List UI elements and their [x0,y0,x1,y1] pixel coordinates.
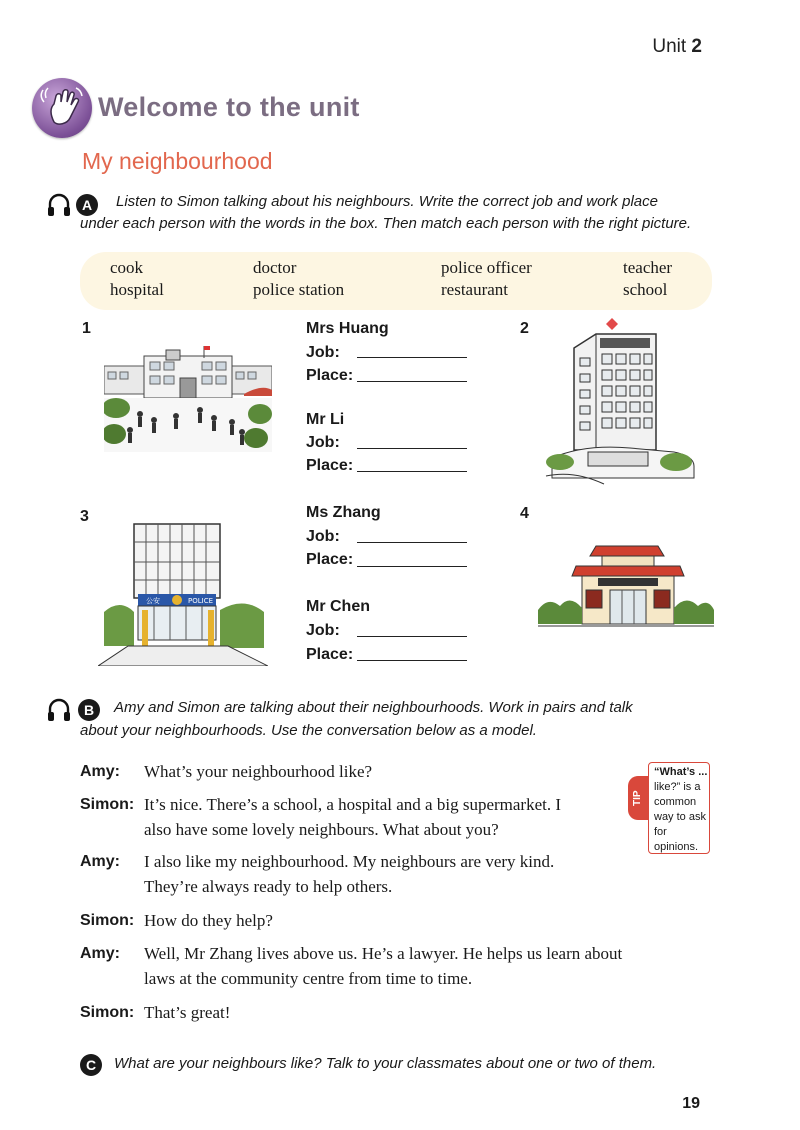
place-answer-line[interactable] [357,660,467,661]
place-answer-line[interactable] [357,566,467,567]
conversation-line: How do they help? [144,911,273,930]
conversation-line: laws at the community centre from time to time. [144,969,473,988]
conversation-line: They’re always ready to help others. [144,877,393,896]
speaker-simon: Simon: [80,796,135,813]
word-teacher: teacher [623,258,673,277]
unit-label [652,36,702,58]
welcome-title: Welcome to the unit [98,92,360,122]
restaurant-illustration [538,538,714,637]
job-label: Job: [306,434,340,451]
section-title: My neighbourhood [82,148,273,174]
waving-hand-icon [32,78,92,138]
conversation-line: That’s great! [144,1003,231,1022]
place-answer-line[interactable] [357,471,467,472]
police-sign-left: 公安 [146,597,160,605]
word-doctor: doctor [253,258,297,277]
tip-line: “What’s ... [654,766,708,778]
person-mrs-huang: Mrs Huang [306,320,389,337]
word-police-station: police station [253,280,345,299]
place-answer-line[interactable] [357,381,467,382]
place-label: Place: [306,457,354,474]
conversation-line: What’s your neighbourhood like? [144,762,373,781]
tip-line: for opinions. [654,826,699,853]
job-label: Job: [306,344,340,361]
tip-badge-text: TIP [632,790,643,806]
person-mr-li: Mr Li [306,411,345,428]
conversation-line: It’s nice. There’s a school, a hospital and a big supermarket. I [144,795,562,814]
unit-number: 2 [691,36,702,57]
part-b-instruction-line1: Amy and Simon are talking about their neighbourhoods. Work in pairs and talk [114,699,633,716]
tip-line: like?” is a [654,781,701,793]
hospital-illustration [544,318,716,493]
tip-badge [628,776,648,820]
word-school: school [623,280,668,299]
page-number: 19 [682,1095,700,1112]
part-c-instruction: What are your neighbours like? Talk to your classmates about one or two of them. [114,1055,657,1072]
word-cook: cook [110,258,144,277]
speaker-simon: Simon: [80,912,135,929]
part-a-badge: A [76,194,98,216]
tip-box [648,762,710,854]
unit-word: Unit [652,36,687,57]
word-box [80,252,712,310]
picture-number-1: 1 [82,320,91,337]
speaker-amy: Amy: [80,763,121,780]
school-illustration [104,344,272,457]
police-station-illustration [98,520,268,671]
speaker-amy: Amy: [80,853,121,870]
picture-number-3: 3 [80,508,89,525]
speaker-amy: Amy: [80,945,121,962]
tip-line: common [654,796,697,808]
part-b-badge: B [78,699,100,721]
place-label: Place: [306,551,354,568]
person-ms-zhang: Ms Zhang [306,504,381,521]
part-c-badge: C [80,1054,102,1076]
job-answer-line[interactable] [357,448,467,449]
part-b-instruction-line2: about your neighbourhoods. Use the conversation below as a model. [80,722,537,739]
word-hospital: hospital [110,280,164,299]
picture-number-4: 4 [520,505,529,522]
person-mr-chen: Mr Chen [306,598,370,615]
job-answer-line[interactable] [357,357,467,358]
headphones-icon [46,697,72,723]
conversation-line: Well, Mr Zhang lives above us. He’s a lawyer. He helps us learn about [144,944,623,963]
speaker-simon: Simon: [80,1004,135,1021]
job-label: Job: [306,528,340,545]
place-label: Place: [306,646,354,663]
job-answer-line[interactable] [357,636,467,637]
word-restaurant: restaurant [441,280,509,299]
place-label: Place: [306,367,354,384]
part-a-instruction-line1: Listen to Simon talking about his neighbours. Write the correct job and work place [116,193,658,210]
police-sign-right: POLICE [188,597,214,605]
picture-number-2: 2 [520,320,529,337]
headphones-icon [46,192,72,218]
job-label: Job: [306,622,340,639]
job-answer-line[interactable] [357,542,467,543]
conversation-line: I also like my neighbourhood. My neighbours are very kind. [144,852,555,871]
word-police-officer: police officer [441,258,532,277]
conversation-line: also have some lovely neighbours. What about you? [144,820,499,839]
tip-line: way to ask [654,811,706,823]
part-a-instruction-line2: under each person with the words in the box. Then match each person with the right picture. [80,215,692,232]
